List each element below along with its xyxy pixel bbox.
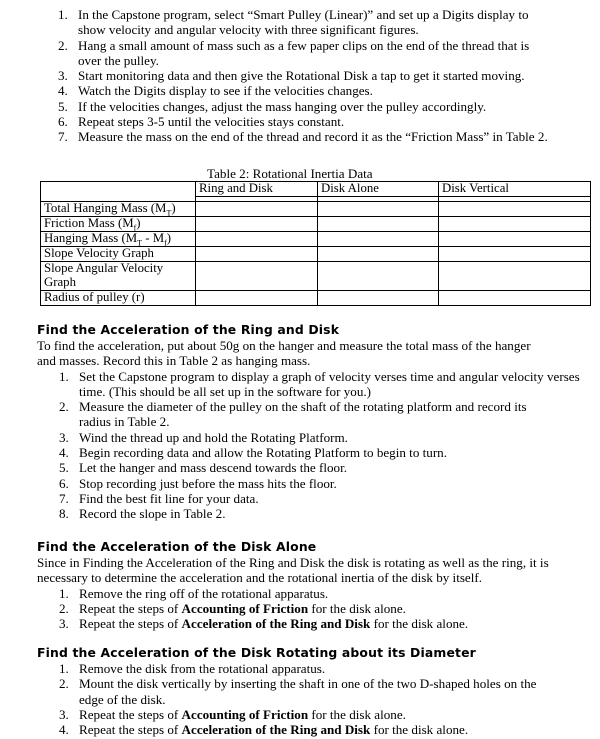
- table-row: [41, 217, 591, 232]
- friction-step-list: [58, 7, 548, 145]
- disk-vertical-step-list: [59, 661, 549, 737]
- list-item: 2. Repeat the steps of Accounting of Friction for the disk alone.: [59, 600, 406, 616]
- table-caption: Table 2: Rotational Inertia Data: [207, 166, 373, 181]
- list-item: 7. Measure the mass on the end of the thread and record it as the “Friction Mass” in Table 2.: [58, 129, 548, 145]
- list-item: 8. Record the slope in Table 2.: [59, 506, 226, 522]
- list-item: 2. Mount the disk vertically by inserting the shaft in one of the two D-shaped holes on the edge of the disk.: [59, 676, 537, 707]
- list-item: 3. Wind the thread up and hold the Rotating Platform.: [59, 429, 348, 445]
- list-item: 2. Hang a small amount of mass such as a few paper clips on the end of the thread that is over the pulley.: [58, 37, 530, 68]
- ring-disk-step-list: [59, 369, 600, 522]
- rotational-inertia-table: [40, 181, 591, 306]
- row-label: Slope Velocity Graph: [41, 247, 196, 262]
- header-cell: [41, 182, 196, 197]
- ring-disk-section: [0, 322, 600, 522]
- list-item: 1. Set the Capstone program to display a graph of velocity verses time and angular velocity verses time. (This should be all set up in the software for you.): [59, 368, 580, 399]
- disk-alone-section: [0, 539, 600, 631]
- section-intro: Since in Finding the Acceleration of the Ring and Disk the disk is rotating as well as the ring, it is necessary to determine the acceleration and the rotational inertia of the disk by itself.: [37, 555, 549, 586]
- list-item: 7. Find the best fit line for your data.: [59, 490, 259, 506]
- header-cell: Ring and Disk: [196, 182, 318, 197]
- header-cell: Disk Vertical: [439, 182, 591, 197]
- row-label: Radius of pulley (r): [41, 291, 196, 306]
- table-row: [41, 262, 591, 291]
- list-item: 3. Repeat the steps of Acceleration of the Ring and Disk for the disk alone.: [59, 616, 469, 632]
- list-item: 1. Remove the ring off of the rotational apparatus.: [59, 585, 329, 601]
- list-item: 4. Begin recording data and allow the Rotating Platform to begin to turn.: [59, 445, 447, 461]
- section-heading: Find the Acceleration of the Disk Rotating about its Diameter: [37, 645, 476, 660]
- list-item: 5. If the velocities changes, adjust the mass hanging over the pulley accordingly.: [58, 98, 487, 114]
- section-heading: Find the Acceleration of the Ring and Disk: [37, 322, 340, 337]
- table-row: [41, 202, 591, 217]
- list-item: 3. Repeat the steps of Accounting of Friction for the disk alone.: [59, 706, 406, 722]
- disk-vertical-section: [0, 645, 600, 737]
- list-item: 4. Repeat the steps of Acceleration of the Ring and Disk for the disk alone.: [59, 722, 469, 738]
- list-item: 1. Remove the disk from the rotational apparatus.: [59, 661, 326, 676]
- table-row: [41, 291, 591, 306]
- list-item: 6. Repeat steps 3-5 until the velocities stays constant.: [58, 114, 345, 130]
- table-header-row: [41, 182, 591, 197]
- table-row: [41, 247, 591, 262]
- section-intro: To find the acceleration, put about 50g on the hanger and measure the total mass of the hanger and masses. Record this in Table 2 as hanging mass.: [37, 338, 531, 369]
- list-item: 2. Measure the diameter of the pulley on the shaft of the rotating platform and record its radius in Table 2.: [59, 399, 527, 430]
- section-heading: Find the Acceleration of the Disk Alone: [37, 539, 317, 554]
- row-label: Friction Mass $(M_f)$: [41, 217, 196, 232]
- list-item: 5. Let the hanger and mass descend towards the floor.: [59, 460, 347, 476]
- list-item: 6. Stop recording just before the mass hits the floor.: [59, 475, 337, 491]
- row-label: Total Hanging Mass $(M_T)$: [41, 202, 196, 217]
- friction-steps: [0, 7, 600, 145]
- list-item: 1. In the Capstone program, select “Smart Pulley (Linear)” and set up a Digits display to show velocity and angular velocity with three significant figures.: [58, 7, 529, 38]
- list-item: 3. Start monitoring data and then give the Rotational Disk a tap to get it started moving.: [58, 68, 525, 84]
- list-item: 4. Watch the Digits display to see if the velocities changes.: [58, 83, 373, 99]
- header-cell: Disk Alone: [318, 182, 439, 197]
- row-label: Hanging Mass $(M_T - M_f)$: [41, 232, 196, 247]
- table-row: [41, 232, 591, 247]
- row-label: Slope Angular Velocity Graph: [41, 262, 196, 291]
- disk-alone-step-list: [59, 586, 559, 632]
